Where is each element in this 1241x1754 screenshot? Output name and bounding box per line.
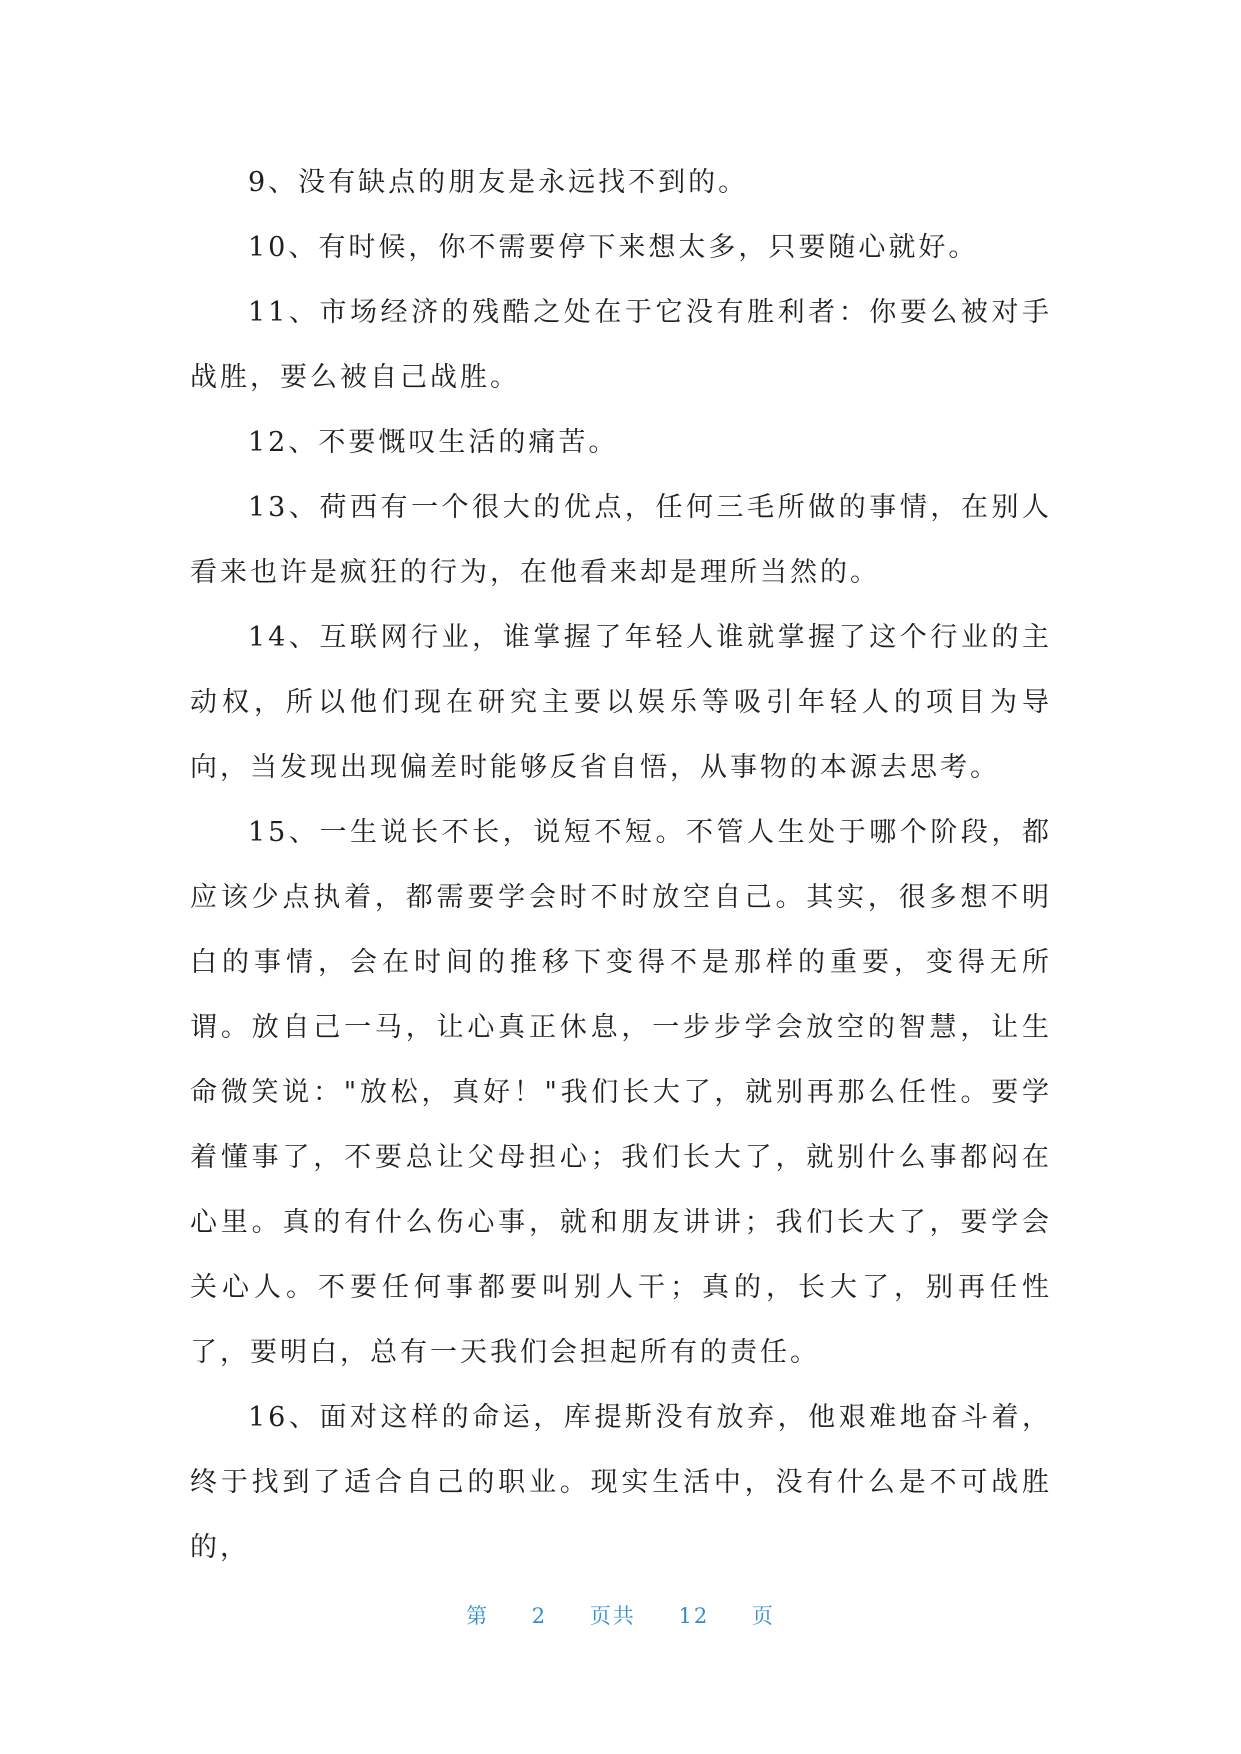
paragraph-16: 16、面对这样的命运，库提斯没有放弃，他艰难地奋斗着，终于找到了适合自己的职业。现实生活中，没有什么是不可战胜的，: [190, 1402, 1052, 1563]
paragraph-10: 10、有时候，你不需要停下来想太多，只要随心就好。: [248, 232, 979, 263]
footer-prefix: 第: [466, 1604, 490, 1628]
paragraph-15: 15、一生说长不长，说短不短。不管人生处于哪个阶段，都应该少点执着，都需要学会时不时放空自己。其实，很多想不明白的事情，会在时间的推移下变得不是那样的重要，变得无所谓。放自己一马，让心真正休息，一步步学会放空的智慧，让生命微笑说："放松，真好！"我们长大了，就别再那么任性。要学着懂事了，不要总让父母担心；我们长大了，就别什么事都闷在心里。真的有什么伤心事，就和朋友讲讲；我们长大了，要学会关心人。不要任何事都要叫别人干；真的，长大了，别再任性了，要明白，总有一天我们会担起所有的责任。: [190, 817, 1052, 1368]
paragraph-13: 13、荷西有一个很大的优点，任何三毛所做的事情，在别人看来也许是疯狂的行为，在他看来却是理所当然的。: [190, 492, 1052, 588]
footer-total-pages: 12: [678, 1604, 710, 1628]
paragraph-14: 14、互联网行业，谁掌握了年轻人谁就掌握了这个行业的主动权，所以他们现在研究主要以娱乐等吸引年轻人的项目为导向，当发现出现偏差时能够反省自悟，从事物的本源去思考。: [190, 622, 1052, 783]
footer-middle: 页共: [589, 1604, 636, 1628]
document-body: [190, 150, 1052, 1580]
paragraph-9: 9、没有缺点的朋友是永远找不到的。: [248, 167, 749, 198]
footer-current-page: 2: [531, 1604, 548, 1628]
paragraph-11: 11、市场经济的残酷之处在于它没有胜利者：你要么被对手战胜，要么被自己战胜。: [190, 297, 1052, 393]
paragraph-12: 12、不要慨叹生活的痛苦。: [248, 427, 619, 458]
footer-suffix: 页: [751, 1604, 775, 1628]
page-footer: [0, 1600, 1241, 1630]
